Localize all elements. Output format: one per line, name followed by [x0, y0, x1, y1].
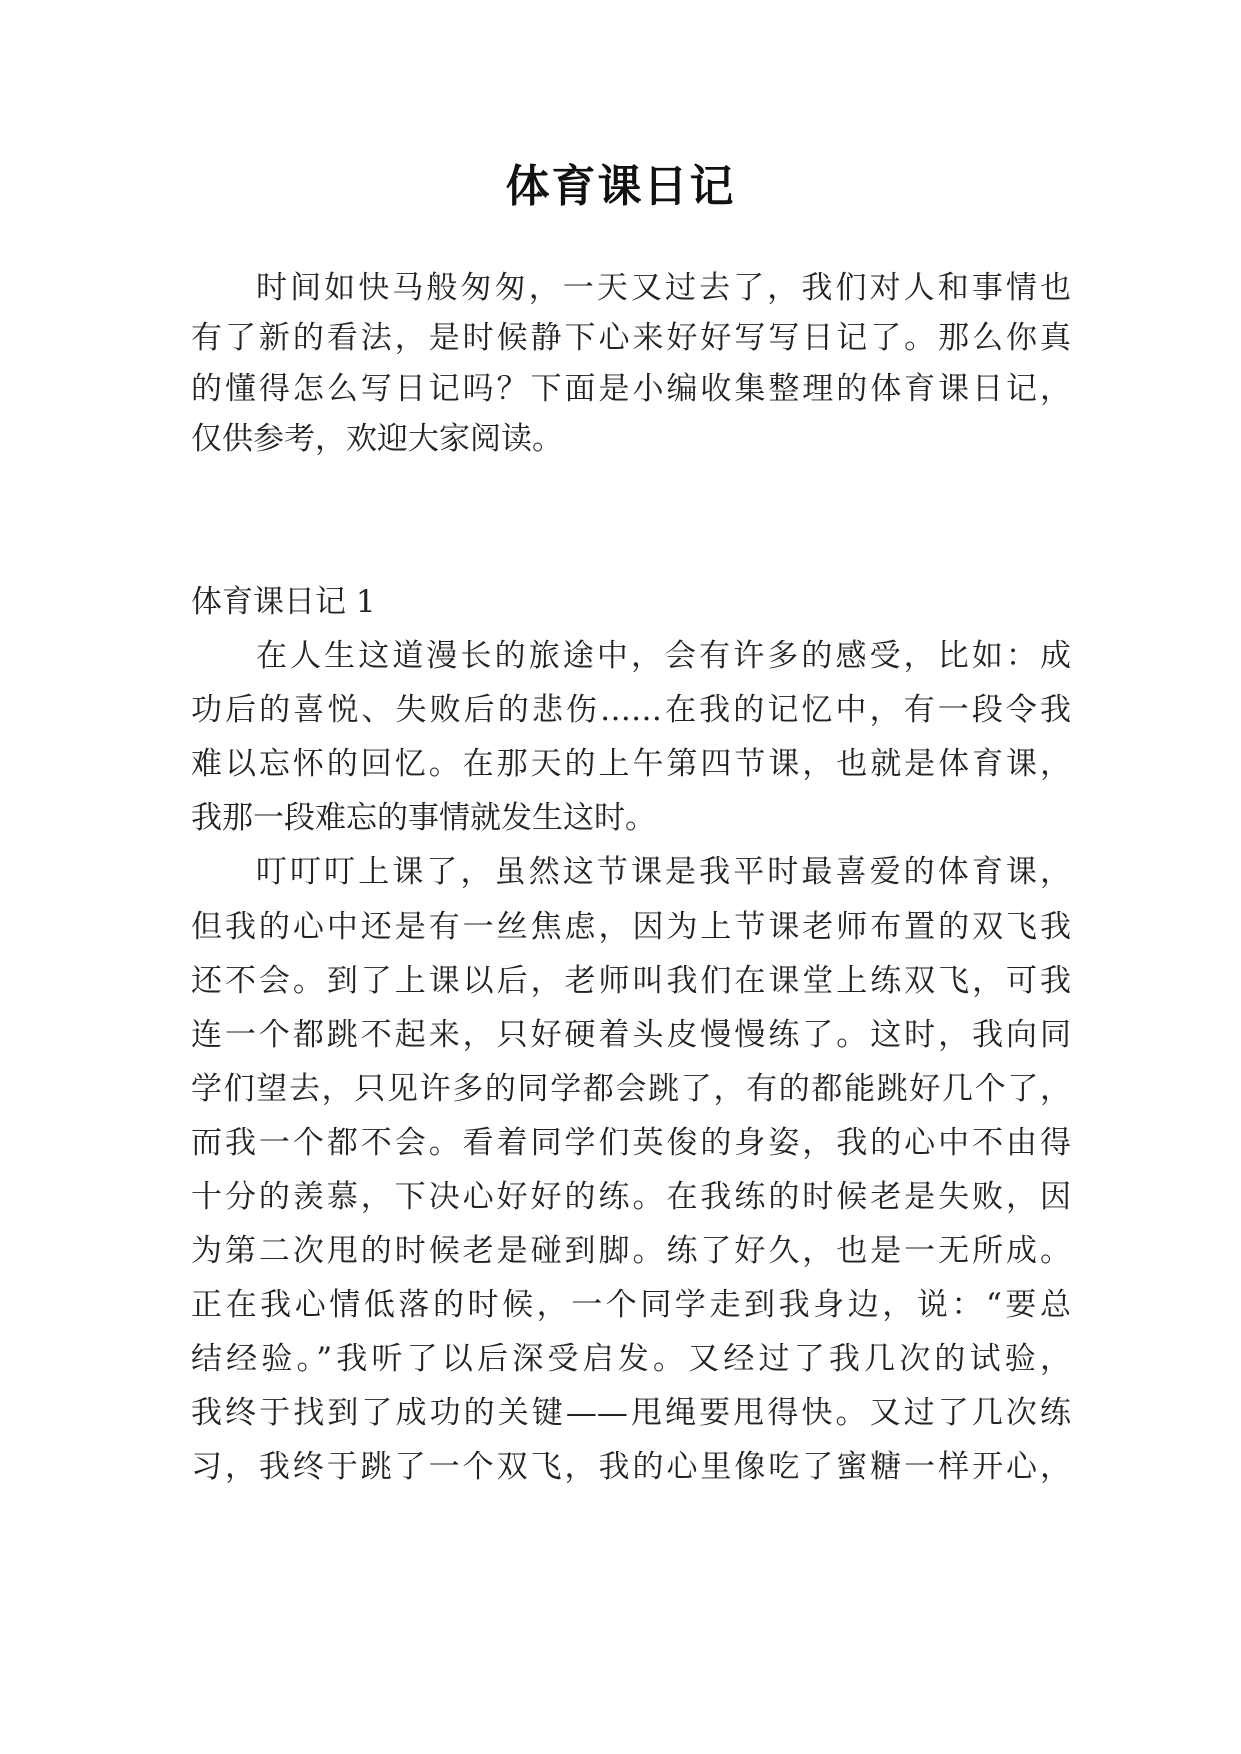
- intro-line: 的懂得怎么写日记吗？下面是小编收集整理的体育课日记，: [191, 371, 1071, 407]
- intro-line: 仅供参考，欢迎大家阅读。: [191, 421, 563, 457]
- paragraph-line: 难以忘怀的回忆。在那天的上午第四节课，也就是体育课，: [191, 746, 1071, 782]
- paragraph-line: 在人生这道漫长的旅途中，会有许多的感受，比如：成: [256, 638, 1071, 674]
- paragraph-line: 十分的羡慕，下决心好好的练。在我练的时候老是失败，因: [191, 1179, 1071, 1215]
- paragraph-line: 连一个都跳不起来，只好硬着头皮慢慢练了。这时，我向同: [191, 1017, 1071, 1053]
- paragraph-line: 功后的喜悦、失败后的悲伤……在我的记忆中，有一段令我: [191, 692, 1071, 728]
- paragraph-line: 结经验。”我听了以后深受启发。又经过了我几次的试验，: [191, 1341, 1071, 1377]
- paragraph-line: 但我的心中还是有一丝焦虑，因为上节课老师布置的双飞我: [191, 909, 1071, 945]
- paragraph-line: 学们望去，只见许多的同学都会跳了，有的都能跳好几个了，: [191, 1071, 1071, 1107]
- paragraph-line: 为第二次甩的时候老是碰到脚。练了好久，也是一无所成。: [191, 1233, 1071, 1269]
- paragraph-line: 而我一个都不会。看着同学们英俊的身姿，我的心中不由得: [191, 1125, 1071, 1161]
- intro-line: 有了新的看法，是时候静下心来好好写写日记了。那么你真: [191, 320, 1071, 356]
- paragraph-line: 正在我心情低落的时候，一个同学走到我身边，说：“要总: [191, 1287, 1071, 1323]
- paragraph-line: 我终于找到了成功的关键——甩绳要甩得快。又过了几次练: [191, 1395, 1071, 1431]
- paragraph-line: 习，我终于跳了一个双飞，我的心里像吃了蜜糖一样开心，: [191, 1449, 1071, 1485]
- paragraph-line: 叮叮叮上课了，虽然这节课是我平时最喜爱的体育课，: [256, 854, 1071, 890]
- intro-line: 时间如快马般匆匆，一天又过去了，我们对人和事情也: [256, 270, 1071, 306]
- paragraph-line: 还不会。到了上课以后，老师叫我们在课堂上练双飞，可我: [191, 963, 1071, 999]
- paragraph-line: 我那一段难忘的事情就发生这时。: [191, 800, 656, 836]
- section-heading: 体育课日记 1: [191, 584, 376, 620]
- document-title: 体育课日记: [505, 161, 736, 212]
